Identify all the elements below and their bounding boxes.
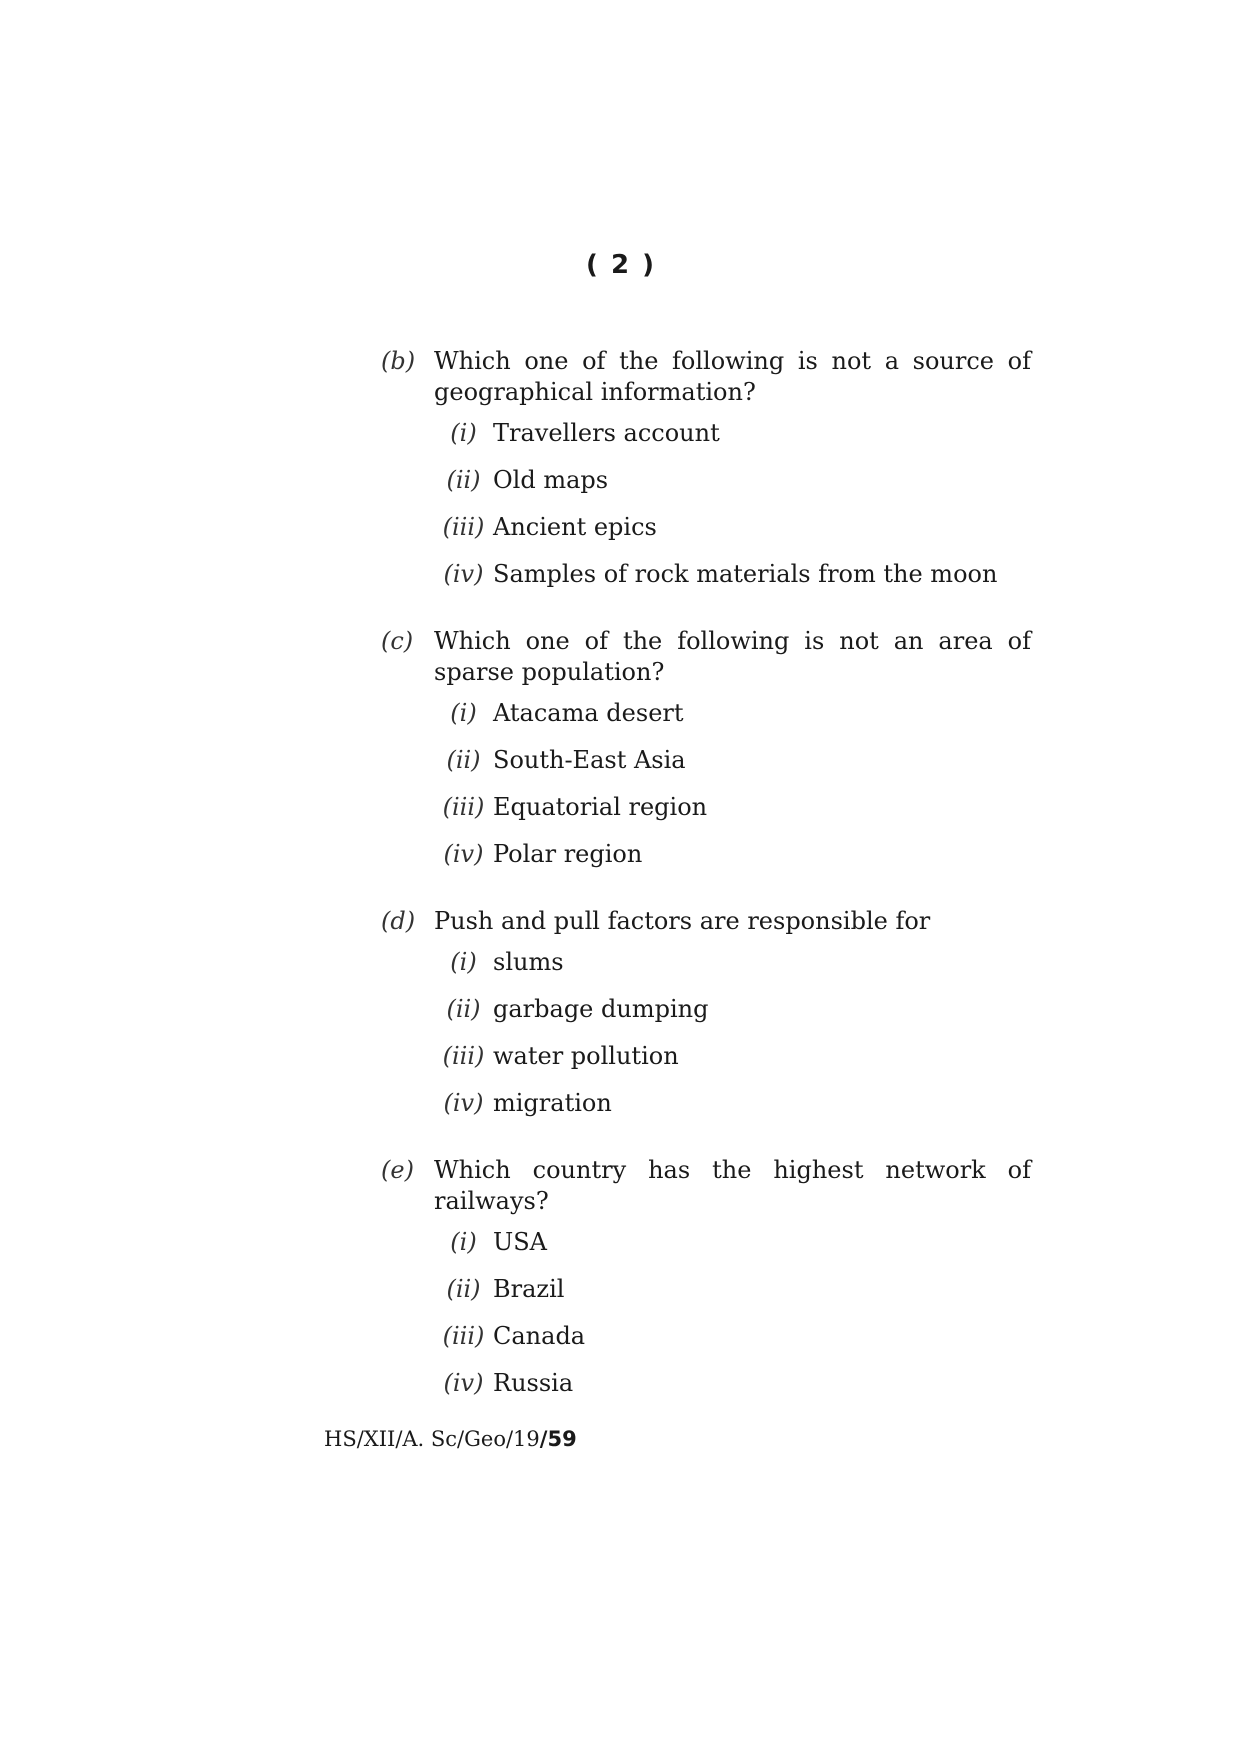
page-number: ( 2 ) <box>586 250 656 280</box>
option-label: (i) <box>450 419 477 447</box>
option-label: (iv) <box>443 1089 484 1117</box>
option-item <box>434 1041 1031 1088</box>
option-item <box>434 1321 1031 1368</box>
footer-paper-code: HS/XII/A. Sc/Geo/19 <box>324 1427 540 1451</box>
question-label: (d) <box>381 907 416 935</box>
option-label: (iii) <box>442 1042 485 1070</box>
option-text: South-East Asia <box>493 746 686 774</box>
option-text: water pollution <box>493 1042 679 1070</box>
question-d <box>381 906 1031 1135</box>
question-text: Which country has the highest network of railways? <box>434 1156 1031 1215</box>
option-item <box>434 1088 1031 1135</box>
option-text: Brazil <box>493 1275 565 1303</box>
option-item <box>434 1274 1031 1321</box>
option-item <box>434 792 1031 839</box>
option-item <box>434 745 1031 792</box>
option-label: (iv) <box>443 840 484 868</box>
option-item <box>434 1227 1031 1274</box>
option-label: (ii) <box>446 995 481 1023</box>
option-label: (iv) <box>443 1369 484 1397</box>
option-item <box>434 698 1031 745</box>
option-item <box>434 465 1031 512</box>
question-list <box>381 346 1031 1435</box>
option-text: Polar region <box>493 840 643 868</box>
option-text: Old maps <box>493 466 609 494</box>
question-label: (c) <box>381 627 414 655</box>
question-text: Which one of the following is not a source of geographical information? <box>434 347 1031 406</box>
option-text: Canada <box>493 1322 586 1350</box>
option-text: Travellers account <box>493 419 720 447</box>
option-label: (iv) <box>443 560 484 588</box>
option-text: Atacama desert <box>493 699 684 727</box>
option-label: (ii) <box>446 746 481 774</box>
footer-code <box>324 1427 577 1451</box>
question-c <box>381 626 1031 886</box>
option-label: (i) <box>450 948 477 976</box>
option-label: (iii) <box>442 793 485 821</box>
question-e <box>381 1155 1031 1415</box>
option-item <box>434 994 1031 1041</box>
option-text: Russia <box>493 1369 574 1397</box>
question-text: Which one of the following is not an area of sparse population? <box>434 627 1031 686</box>
option-label: (i) <box>450 1228 477 1256</box>
option-label: (ii) <box>446 1275 481 1303</box>
option-item <box>434 839 1031 886</box>
option-label: (i) <box>450 699 477 727</box>
option-label: (ii) <box>446 466 481 494</box>
option-item <box>434 559 1031 606</box>
option-item <box>434 947 1031 994</box>
option-text: USA <box>493 1228 547 1256</box>
option-text: Equatorial region <box>493 793 708 821</box>
option-item <box>434 1368 1031 1415</box>
option-text: slums <box>493 948 564 976</box>
option-text: migration <box>493 1089 612 1117</box>
question-b <box>381 346 1031 606</box>
option-item <box>434 512 1031 559</box>
question-text: Push and pull factors are responsible for <box>434 907 931 935</box>
question-label: (b) <box>381 347 416 375</box>
option-text: Ancient epics <box>493 513 657 541</box>
option-label: (iii) <box>442 513 485 541</box>
option-label: (iii) <box>442 1322 485 1350</box>
option-item <box>434 418 1031 465</box>
question-label: (e) <box>381 1156 414 1184</box>
footer-serial: /59 <box>539 1427 577 1451</box>
option-text: garbage dumping <box>493 995 709 1023</box>
option-text: Samples of rock materials from the moon <box>493 560 998 588</box>
